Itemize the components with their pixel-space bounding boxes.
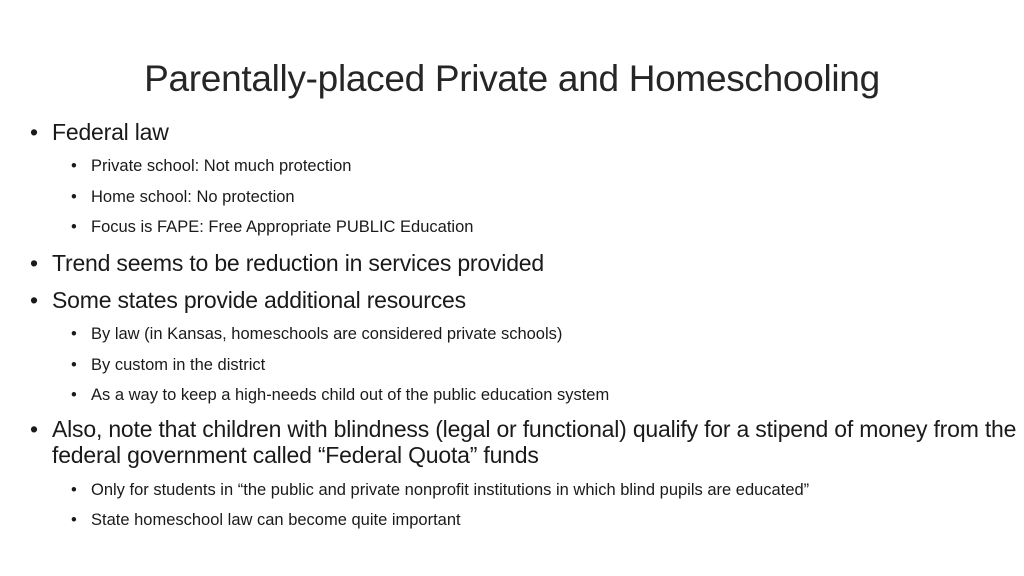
- bullet-dot: •: [30, 250, 38, 276]
- sub-bullet-by-law: [71, 325, 562, 344]
- bullet-dot: •: [71, 325, 77, 343]
- bullet-dot: •: [71, 218, 77, 236]
- bullet-dot: •: [71, 157, 77, 175]
- sub-bullet-private-school: [71, 157, 351, 176]
- sub-bullet-only-students: [71, 481, 809, 500]
- slide-title: Parentally-placed Private and Homeschooling: [144, 58, 880, 99]
- sub-bullet-text: State homeschool law can become quite important: [91, 511, 461, 529]
- bullet-dot: •: [71, 356, 77, 374]
- bullet-text: Some states provide additional resources: [52, 287, 466, 313]
- sub-bullet-fape: [71, 218, 473, 237]
- bullet-text: Trend seems to be reduction in services provided: [52, 250, 544, 276]
- sub-bullet-text: By custom in the district: [91, 356, 266, 374]
- bullet-dot: •: [71, 188, 77, 206]
- sub-bullet-home-school: [71, 188, 295, 207]
- sub-bullet-by-custom: [71, 356, 265, 375]
- bullet-some-states: [30, 287, 466, 314]
- bullet-blindness-stipend: [30, 416, 1020, 468]
- sub-bullet-text: As a way to keep a high-needs child out of the public education system: [91, 386, 610, 404]
- bullet-dot: •: [71, 511, 77, 529]
- bullet-dot: •: [30, 119, 38, 145]
- sub-bullet-text: Private school: Not much protection: [91, 157, 352, 175]
- sub-bullet-text: Home school: No protection: [91, 188, 295, 206]
- sub-bullet-text: Only for students in “the public and private nonprofit institutions in which blind pupils are educated”: [91, 481, 810, 499]
- bullet-dot: •: [30, 287, 38, 313]
- bullet-federal-law: [30, 119, 169, 146]
- bullet-text: Federal law: [52, 119, 169, 145]
- sub-bullet-high-needs: [71, 386, 609, 405]
- sub-bullet-text: Focus is FAPE: Free Appropriate PUBLIC Education: [91, 218, 474, 236]
- sub-bullet-text: By law (in Kansas, homeschools are considered private schools): [91, 325, 563, 343]
- bullet-text: Also, note that children with blindness (legal or functional) qualify for a stipend of money from the federal government called “Federal Quota” funds: [52, 416, 1017, 468]
- bullet-dot: •: [71, 386, 77, 404]
- bullet-dot: •: [71, 481, 77, 499]
- bullet-dot: •: [30, 416, 38, 442]
- sub-bullet-state-law: [71, 511, 461, 530]
- bullet-trend: [30, 250, 544, 277]
